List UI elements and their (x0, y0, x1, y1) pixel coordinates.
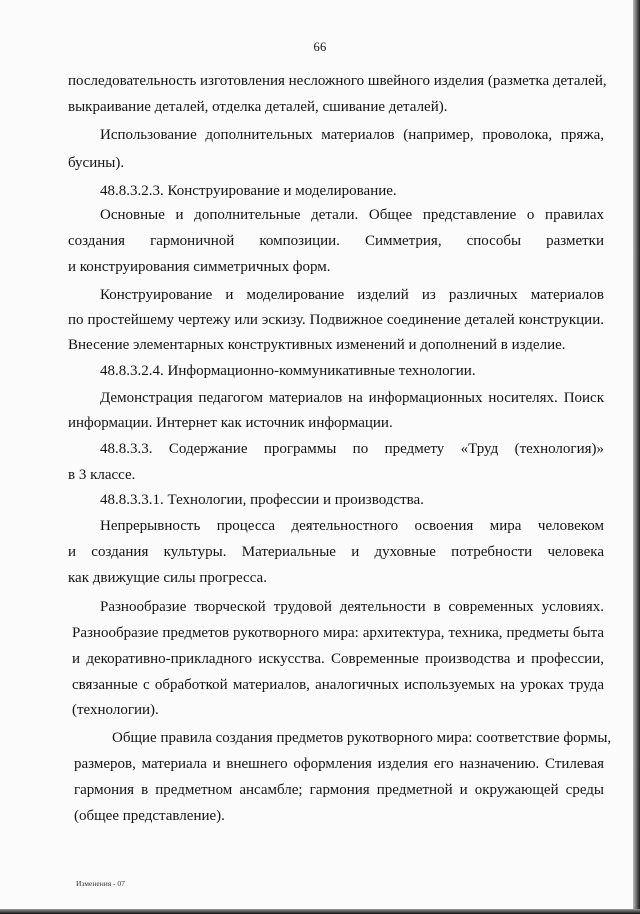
text-line: Основные и дополнительные детали. Общее представление о правилах (100, 207, 604, 223)
text-line: Демонстрация педагогом материалов на информационных носителях. Поиск (100, 390, 604, 406)
text-line: бусины). (68, 155, 125, 171)
scan-edge-bottom (0, 909, 640, 914)
text-line: размеров, материала и внешнего оформления изделия его назначению. Стилевая (74, 756, 604, 772)
footer-revision-note: Изменения - 07 (76, 879, 125, 888)
text-line: Разнообразие предметов рукотворного мира: архитектура, техника, предметы быта (72, 625, 604, 641)
text-line: Внесение элементарных конструктивных изменений и дополнений в изделие. (68, 337, 566, 353)
text-line: 48.8.3.3.1. Технологии, профессии и производства. (100, 492, 424, 508)
page-number: 66 (313, 40, 327, 54)
text-line: последовательность изготовления несложного швейного изделия (разметка деталей, (68, 73, 607, 89)
text-line: гармония в предметном ансамбле; гармония предметной и окружающей среды (74, 782, 604, 798)
scan-edge-right (633, 0, 640, 914)
text-line: и декоративно-прикладного искусства. Современные производства и профессии, (72, 651, 604, 667)
text-line: (общее представление). (74, 808, 225, 824)
text-line: и конструирования симметричных форм. (68, 259, 331, 275)
text-line: 48.8.3.3. Содержание программы по предмету «Труд (технология)» (100, 441, 604, 457)
text-line: по простейшему чертежу или эскизу. Подвижное соединение деталей конструкции. (68, 312, 604, 328)
text-line: Разнообразие творческой трудовой деятельности в современных условиях. (100, 599, 604, 615)
text-line: как движущие силы прогресса. (68, 570, 267, 586)
text-line: создания гармоничной композиции. Симметрия, способы разметки (68, 233, 604, 249)
text-line: Использование дополнительных материалов (например, проволока, пряжа, (100, 127, 604, 143)
text-line: (технологии). (72, 702, 159, 718)
text-line: информации. Интернет как источник информации. (68, 415, 393, 431)
text-line: и создания культуры. Материальные и духовные потребности человека (68, 544, 604, 560)
text-line: связанные с обработкой материалов, аналогичных используемых на уроках труда (72, 677, 604, 693)
text-line: Конструирование и моделирование изделий из различных материалов (100, 287, 604, 303)
text-line: выкраивание деталей, отделка деталей, сшивание деталей). (68, 99, 448, 115)
text-line: Непрерывность процесса деятельностного освоения мира человеком (100, 518, 604, 534)
text-line: Общие правила создания предметов рукотворного мира: соответствие формы, (112, 730, 612, 746)
text-line: в 3 классе. (68, 467, 136, 483)
text-line: 48.8.3.2.3. Конструирование и моделирование. (100, 183, 397, 199)
text-line: 48.8.3.2.4. Информационно-коммуникативные технологии. (100, 363, 476, 379)
